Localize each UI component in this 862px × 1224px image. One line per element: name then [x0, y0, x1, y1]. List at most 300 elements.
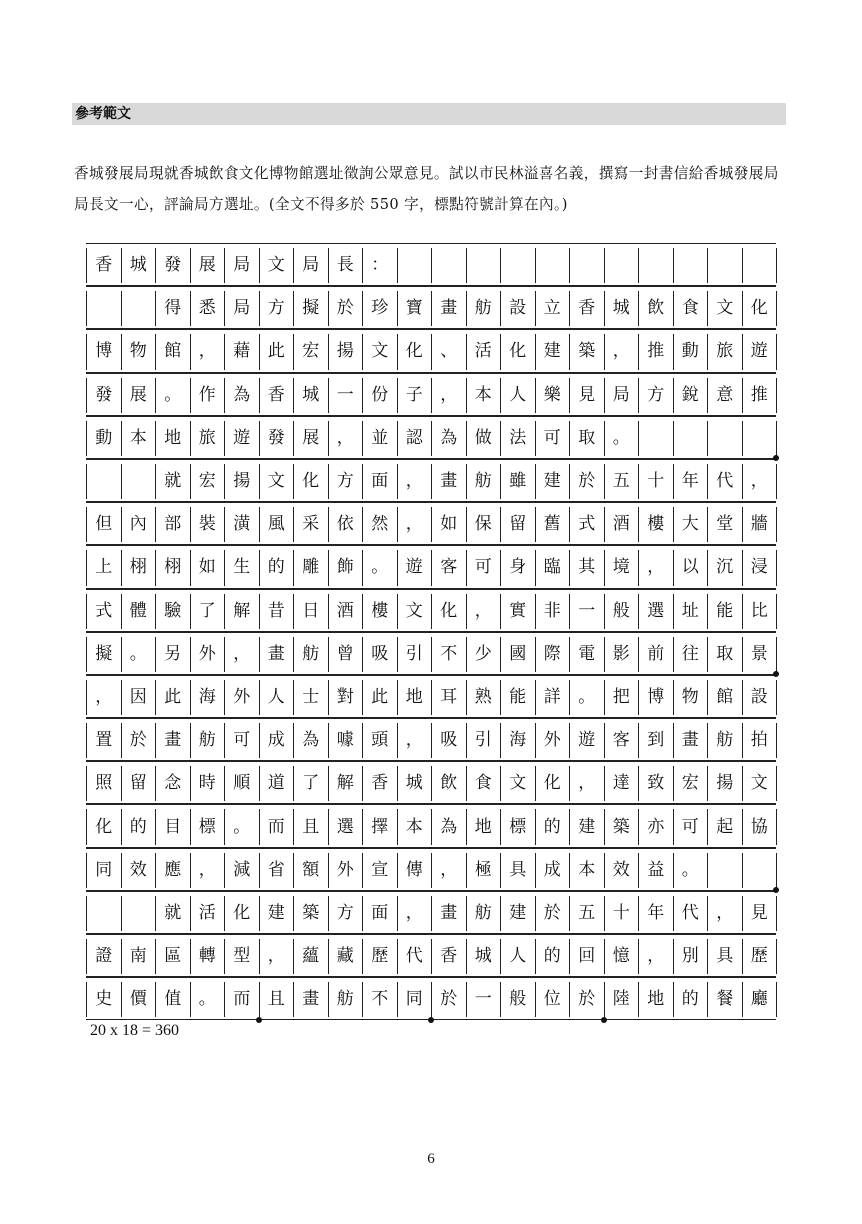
grid-cell: 一: [329, 378, 364, 413]
grid-cell: 不: [432, 637, 467, 672]
grid-cell: 五: [570, 896, 605, 931]
grid-cell: 臨: [536, 550, 571, 585]
grid-cell: 解: [329, 766, 364, 801]
grid-cell: 酒: [329, 594, 364, 629]
grid-cell: 得: [156, 291, 191, 326]
grid-cell: 景: [743, 637, 778, 672]
grid-cell: [570, 248, 605, 283]
grid-cell: [122, 464, 157, 499]
grid-cell: 另: [156, 637, 191, 672]
grid-cell: 發: [87, 378, 122, 413]
grid-row: [86, 891, 776, 934]
grid-cell: 舫: [467, 464, 502, 499]
grid-cell: 意: [708, 378, 743, 413]
grid-cell: 。: [191, 982, 226, 1017]
grid-cell: 遊: [743, 334, 778, 369]
grid-cell: 。: [225, 809, 260, 844]
grid-cell: 餐: [708, 982, 743, 1017]
grid-cell: 酒: [605, 507, 640, 542]
grid-cell: 於: [570, 464, 605, 499]
grid-cell: 展: [294, 421, 329, 456]
grid-row: [86, 373, 776, 416]
grid-cell: 文: [398, 594, 433, 629]
grid-cell: [122, 896, 157, 931]
grid-cell: 吸: [363, 637, 398, 672]
character-count: 20 x 18 = 360: [90, 1022, 180, 1039]
grid-cell: 部: [156, 507, 191, 542]
grid-cell: 藉: [225, 334, 260, 369]
grid-cell: ，: [398, 464, 433, 499]
grid-row: [86, 977, 776, 1020]
grid-cell: 於: [122, 723, 157, 758]
grid-cell: 法: [501, 421, 536, 456]
grid-cell: 成: [536, 853, 571, 888]
grid-cell: 曾: [329, 637, 364, 672]
grid-cell: 極: [467, 853, 502, 888]
grid-cell: 香: [570, 291, 605, 326]
grid-cell: 身: [501, 550, 536, 585]
grid-cell: 物: [674, 680, 709, 715]
grid-cell: ，: [398, 723, 433, 758]
grid-cell: 客: [432, 550, 467, 585]
grid-cell: 樓: [639, 507, 674, 542]
grid-cell: 寶: [398, 291, 433, 326]
grid-cell: 實: [501, 594, 536, 629]
grid-cell: 外: [536, 723, 571, 758]
grid-cell: 五: [605, 464, 640, 499]
grid-cell: 長: [329, 248, 364, 283]
grid-cell: 樓: [363, 594, 398, 629]
grid-cell: 舊: [536, 507, 571, 542]
grid-cell: 並: [363, 421, 398, 456]
grid-cell: ，: [260, 939, 295, 974]
grid-cell: ，: [398, 896, 433, 931]
grid-cell: 裝: [191, 507, 226, 542]
grid-cell: 年: [639, 896, 674, 931]
grid-cell: 念: [156, 766, 191, 801]
grid-cell: 栩: [156, 550, 191, 585]
grid-cell: 雖: [501, 464, 536, 499]
grid-cell: 地: [467, 809, 502, 844]
grid-cell: 本: [398, 809, 433, 844]
writing-grid: [86, 243, 776, 1020]
grid-cell: 國: [501, 637, 536, 672]
grid-cell: 但: [87, 507, 122, 542]
grid-cell: 生: [225, 550, 260, 585]
grid-cell: 昔: [260, 594, 295, 629]
grid-cell: 舫: [191, 723, 226, 758]
grid-cell: 能: [708, 594, 743, 629]
grid-cell: 。: [570, 680, 605, 715]
grid-row: [86, 675, 776, 718]
grid-cell: 揚: [329, 334, 364, 369]
grid-cell: 南: [122, 939, 157, 974]
grid-cell: 宏: [191, 464, 226, 499]
grid-cell: 局: [225, 291, 260, 326]
grid-cell: ，: [432, 378, 467, 413]
grid-cell: 史: [87, 982, 122, 1017]
grid-cell: 化: [87, 809, 122, 844]
grid-cell: ：: [363, 248, 398, 283]
grid-cell: 為: [225, 378, 260, 413]
grid-cell: [639, 421, 674, 456]
grid-cell: 城: [122, 248, 157, 283]
grid-cell: 設: [501, 291, 536, 326]
grid-cell: 內: [122, 507, 157, 542]
grid-cell: 而: [225, 982, 260, 1017]
grid-cell: 珍: [363, 291, 398, 326]
grid-cell: 推: [639, 334, 674, 369]
grid-cell: 文: [260, 464, 295, 499]
grid-cell: 城: [398, 766, 433, 801]
grid-cell: 的: [536, 939, 571, 974]
grid-cell: 銳: [674, 378, 709, 413]
grid-cell: 地: [398, 680, 433, 715]
grid-cell: 同: [398, 982, 433, 1017]
grid-cell: 而: [260, 809, 295, 844]
grid-cell: 價: [122, 982, 157, 1017]
grid-cell: 值: [156, 982, 191, 1017]
grid-cell: 畫: [432, 896, 467, 931]
grid-cell: 此: [260, 334, 295, 369]
grid-cell: 一: [570, 594, 605, 629]
grid-cell: 舫: [329, 982, 364, 1017]
grid-cell: 。: [122, 637, 157, 672]
grid-cell: 面: [363, 896, 398, 931]
grid-cell: 香: [432, 939, 467, 974]
grid-row: [86, 286, 776, 329]
count-marker-dot: [773, 455, 779, 461]
grid-cell: 外: [225, 680, 260, 715]
grid-cell: 的: [260, 550, 295, 585]
grid-cell: 位: [536, 982, 571, 1017]
grid-cell: ，: [639, 550, 674, 585]
grid-cell: 旅: [191, 421, 226, 456]
grid-cell: ，: [191, 334, 226, 369]
grid-cell: 且: [260, 982, 295, 1017]
grid-cell: [708, 248, 743, 283]
grid-row: [86, 589, 776, 632]
grid-cell: [501, 248, 536, 283]
grid-cell: 外: [329, 853, 364, 888]
grid-cell: 建: [501, 896, 536, 931]
grid-cell: 然: [363, 507, 398, 542]
grid-cell: 擇: [363, 809, 398, 844]
grid-cell: 。: [363, 550, 398, 585]
grid-cell: 以: [674, 550, 709, 585]
grid-cell: 遊: [398, 550, 433, 585]
grid-cell: 局: [225, 248, 260, 283]
grid-cell: 宣: [363, 853, 398, 888]
grid-cell: 牆: [743, 507, 778, 542]
grid-cell: 的: [536, 809, 571, 844]
grid-cell: ，: [432, 853, 467, 888]
grid-cell: 悉: [191, 291, 226, 326]
grid-cell: 為: [432, 809, 467, 844]
grid-cell: 畫: [294, 982, 329, 1017]
grid-cell: 面: [363, 464, 398, 499]
grid-cell: 城: [294, 378, 329, 413]
grid-cell: 物: [122, 334, 157, 369]
grid-cell: ，: [329, 421, 364, 456]
grid-cell: 雕: [294, 550, 329, 585]
grid-cell: 回: [570, 939, 605, 974]
grid-cell: 份: [363, 378, 398, 413]
count-marker-dot: [773, 671, 779, 677]
grid-cell: 化: [225, 896, 260, 931]
grid-cell: 了: [294, 766, 329, 801]
grid-cell: [674, 248, 709, 283]
grid-cell: 廳: [743, 982, 778, 1017]
grid-cell: 化: [432, 594, 467, 629]
grid-cell: 成: [260, 723, 295, 758]
grid-cell: 。: [605, 421, 640, 456]
grid-cell: 影: [605, 637, 640, 672]
grid-cell: 外: [191, 637, 226, 672]
grid-cell: 因: [122, 680, 157, 715]
grid-cell: [536, 248, 571, 283]
grid-cell: 建: [536, 464, 571, 499]
grid-cell: 舫: [708, 723, 743, 758]
grid-cell: 藏: [329, 939, 364, 974]
grid-cell: [122, 291, 157, 326]
grid-row: [86, 761, 776, 804]
grid-cell: 於: [329, 291, 364, 326]
grid-cell: [743, 248, 778, 283]
grid-cell: 型: [225, 939, 260, 974]
grid-cell: ，: [225, 637, 260, 672]
grid-cell: 動: [87, 421, 122, 456]
grid-cell: 此: [363, 680, 398, 715]
grid-cell: 依: [329, 507, 364, 542]
grid-cell: 境: [605, 550, 640, 585]
grid-cell: 築: [605, 809, 640, 844]
grid-cell: 堂: [708, 507, 743, 542]
grid-cell: 樂: [536, 378, 571, 413]
grid-cell: 額: [294, 853, 329, 888]
grid-cell: 般: [501, 982, 536, 1017]
grid-cell: 道: [260, 766, 295, 801]
grid-cell: 前: [639, 637, 674, 672]
grid-cell: 址: [674, 594, 709, 629]
grid-cell: 引: [398, 637, 433, 672]
grid-cell: 文: [743, 766, 778, 801]
grid-cell: 拍: [743, 723, 778, 758]
grid-cell: [708, 853, 743, 888]
grid-cell: 擬: [87, 637, 122, 672]
grid-cell: [708, 421, 743, 456]
grid-cell: 館: [708, 680, 743, 715]
grid-cell: [605, 248, 640, 283]
grid-cell: 噱: [329, 723, 364, 758]
grid-cell: 省: [260, 853, 295, 888]
grid-cell: 於: [536, 896, 571, 931]
grid-row: [86, 502, 776, 545]
grid-cell: ，: [743, 464, 778, 499]
grid-cell: ，: [570, 766, 605, 801]
grid-row: [86, 934, 776, 977]
grid-cell: 士: [294, 680, 329, 715]
grid-cell: 憶: [605, 939, 640, 974]
grid-cell: 大: [674, 507, 709, 542]
grid-cell: 置: [87, 723, 122, 758]
grid-cell: 食: [467, 766, 502, 801]
grid-cell: 化: [398, 334, 433, 369]
grid-cell: 具: [708, 939, 743, 974]
grid-cell: 頭: [363, 723, 398, 758]
grid-cell: 時: [191, 766, 226, 801]
count-marker-dot: [428, 1017, 434, 1023]
grid-cell: 歷: [363, 939, 398, 974]
grid-cell: 為: [432, 421, 467, 456]
grid-cell: 其: [570, 550, 605, 585]
grid-cell: 本: [467, 378, 502, 413]
grid-row: [86, 632, 776, 675]
question-prompt: 香城發展局現就香城飲食文化博物館選址徵詢公眾意見。試以市民林溢喜名義，撰寫一封書信給香城發展局局長文一心，評論局方選址。(全文不得多於 550 字，標點符號計算在內。): [74, 165, 779, 213]
grid-cell: 致: [639, 766, 674, 801]
grid-cell: 年: [674, 464, 709, 499]
grid-cell: 可: [225, 723, 260, 758]
grid-cell: 就: [156, 464, 191, 499]
grid-cell: 本: [122, 421, 157, 456]
grid-cell: 局: [294, 248, 329, 283]
grid-cell: 建: [536, 334, 571, 369]
grid-cell: 十: [639, 464, 674, 499]
grid-cell: 不: [363, 982, 398, 1017]
grid-cell: 。: [156, 378, 191, 413]
grid-cell: ，: [467, 594, 502, 629]
grid-cell: 方: [329, 896, 364, 931]
grid-cell: 展: [191, 248, 226, 283]
grid-cell: 起: [708, 809, 743, 844]
page-number: 6: [427, 1151, 435, 1167]
grid-cell: 設: [743, 680, 778, 715]
grid-cell: 方: [260, 291, 295, 326]
grid-cell: 往: [674, 637, 709, 672]
grid-cell: 達: [605, 766, 640, 801]
grid-cell: 電: [570, 637, 605, 672]
grid-cell: ，: [191, 853, 226, 888]
grid-cell: 擬: [294, 291, 329, 326]
grid-cell: 揚: [225, 464, 260, 499]
grid-cell: 蘊: [294, 939, 329, 974]
grid-cell: 的: [674, 982, 709, 1017]
grid-cell: 活: [191, 896, 226, 931]
grid-cell: 亦: [639, 809, 674, 844]
grid-cell: 的: [122, 809, 157, 844]
grid-cell: 潢: [225, 507, 260, 542]
grid-cell: 采: [294, 507, 329, 542]
grid-cell: 際: [536, 637, 571, 672]
count-marker-dot: [601, 1017, 607, 1023]
grid-cell: 宏: [674, 766, 709, 801]
grid-cell: 化: [501, 334, 536, 369]
grid-cell: 推: [743, 378, 778, 413]
grid-cell: 取: [570, 421, 605, 456]
grid-cell: 文: [363, 334, 398, 369]
grid-cell: 詳: [536, 680, 571, 715]
grid-cell: 城: [605, 291, 640, 326]
grid-cell: 保: [467, 507, 502, 542]
grid-cell: 目: [156, 809, 191, 844]
grid-cell: 作: [191, 378, 226, 413]
grid-cell: 選: [639, 594, 674, 629]
grid-cell: 城: [467, 939, 502, 974]
grid-cell: 海: [501, 723, 536, 758]
grid-cell: 揚: [708, 766, 743, 801]
grid-cell: 日: [294, 594, 329, 629]
grid-cell: ，: [708, 896, 743, 931]
grid-cell: 歷: [743, 939, 778, 974]
grid-cell: 取: [708, 637, 743, 672]
grid-row: [86, 545, 776, 588]
grid-cell: 畫: [432, 464, 467, 499]
grid-cell: [743, 853, 778, 888]
grid-cell: 於: [432, 982, 467, 1017]
grid-cell: 畫: [156, 723, 191, 758]
grid-cell: 方: [639, 378, 674, 413]
grid-cell: 化: [294, 464, 329, 499]
grid-cell: 展: [122, 378, 157, 413]
grid-cell: 引: [467, 723, 502, 758]
grid-cell: 驗: [156, 594, 191, 629]
grid-cell: 文: [708, 291, 743, 326]
grid-cell: 代: [708, 464, 743, 499]
grid-cell: 客: [605, 723, 640, 758]
grid-cell: 沉: [708, 550, 743, 585]
grid-cell: 香: [87, 248, 122, 283]
grid-cell: [639, 248, 674, 283]
grid-row: [86, 459, 776, 502]
grid-cell: 飲: [639, 291, 674, 326]
grid-cell: 留: [122, 766, 157, 801]
grid-cell: 方: [329, 464, 364, 499]
grid-cell: [87, 291, 122, 326]
grid-cell: 少: [467, 637, 502, 672]
grid-cell: 十: [605, 896, 640, 931]
grid-cell: 遊: [570, 723, 605, 758]
grid-cell: 畫: [260, 637, 295, 672]
grid-cell: 轉: [191, 939, 226, 974]
grid-cell: 留: [501, 507, 536, 542]
grid-cell: 益: [639, 853, 674, 888]
grid-cell: 到: [639, 723, 674, 758]
grid-cell: 耳: [432, 680, 467, 715]
grid-cell: [743, 421, 778, 456]
grid-cell: [398, 248, 433, 283]
grid-cell: 局: [605, 378, 640, 413]
grid-cell: 於: [570, 982, 605, 1017]
grid-cell: 人: [501, 378, 536, 413]
grid-cell: 香: [363, 766, 398, 801]
grid-cell: 見: [570, 378, 605, 413]
grid-cell: 陸: [605, 982, 640, 1017]
grid-cell: 子: [398, 378, 433, 413]
grid-cell: 區: [156, 939, 191, 974]
grid-cell: 遊: [225, 421, 260, 456]
grid-cell: 發: [260, 421, 295, 456]
grid-cell: 體: [122, 594, 157, 629]
grid-cell: 選: [329, 809, 364, 844]
grid-cell: 減: [225, 853, 260, 888]
grid-cell: 如: [191, 550, 226, 585]
grid-cell: 博: [87, 334, 122, 369]
grid-cell: 活: [467, 334, 502, 369]
grid-cell: 標: [501, 809, 536, 844]
grid-cell: 海: [191, 680, 226, 715]
grid-cell: 、: [432, 334, 467, 369]
grid-cell: 傳: [398, 853, 433, 888]
